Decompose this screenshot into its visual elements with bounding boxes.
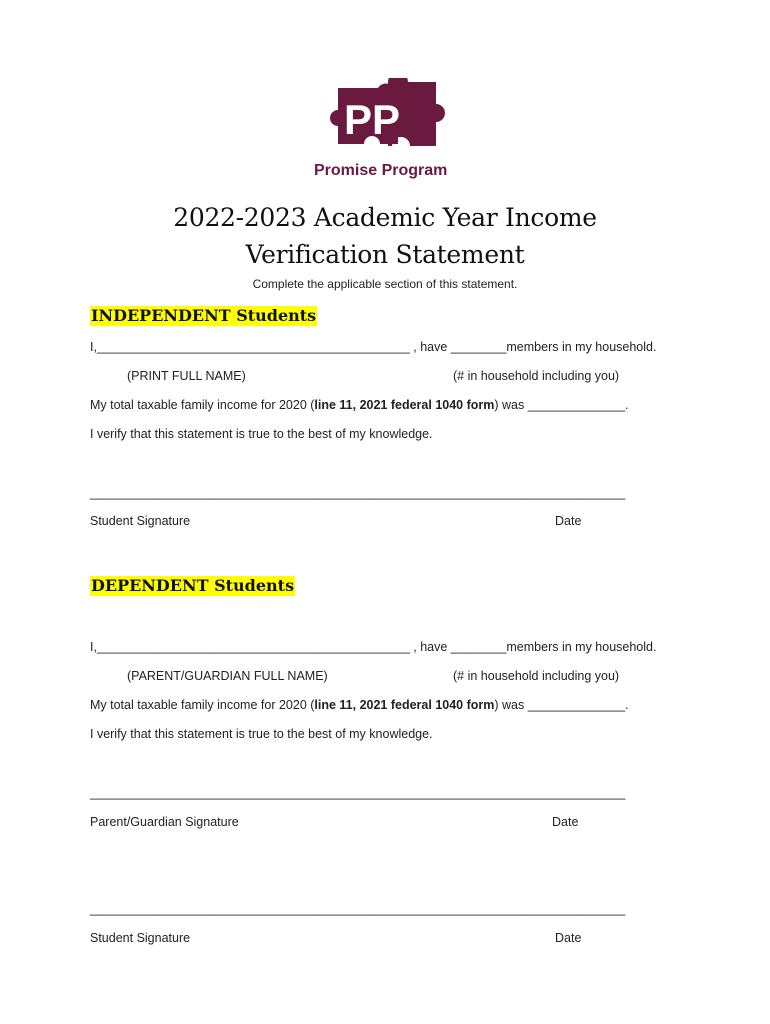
page-subtitle: Complete the applicable section of this statement. bbox=[252, 277, 518, 291]
dependent-name-line: I,_____________________________________________ , have ________members in my household. bbox=[90, 640, 657, 654]
dependent-verify-text: I verify that this statement is true to the best of my knowledge. bbox=[90, 727, 433, 741]
dependent-income-line bbox=[90, 698, 629, 712]
parent-signature-label: Parent/Guardian Signature bbox=[90, 815, 239, 829]
income-text-prefix: My total taxable family income for 2020 ( bbox=[90, 398, 315, 412]
income-text-bold: line 11, 2021 federal 1040 form bbox=[314, 398, 495, 412]
parent-signature-line: _____________________________________________________________________________ bbox=[90, 786, 626, 800]
independent-name-caption: (PRINT FULL NAME) bbox=[127, 369, 246, 383]
independent-household-caption: (# in household including you) bbox=[453, 369, 620, 383]
page-title-line-1: 2022-2023 Academic Year Income bbox=[173, 203, 597, 232]
independent-verify-text: I verify that this statement is true to the best of my knowledge. bbox=[90, 427, 433, 441]
student-date-label: Date bbox=[555, 931, 582, 945]
income-text-suffix: ) was ______________. bbox=[494, 398, 629, 412]
independent-signature-label: Student Signature bbox=[90, 514, 191, 528]
student-signature-line: _____________________________________________________________________________ bbox=[90, 902, 626, 916]
logo-program-name: Promise Program bbox=[314, 162, 448, 179]
income-text-bold: line 11, 2021 federal 1040 form bbox=[314, 698, 495, 712]
dependent-name-caption: (PARENT/GUARDIAN FULL NAME) bbox=[127, 669, 328, 683]
dependent-household-caption: (# in household including you) bbox=[453, 669, 620, 683]
independent-name-line: I,_____________________________________________ , have ________members in my household. bbox=[90, 340, 657, 354]
income-text-suffix: ) was ______________. bbox=[494, 698, 629, 712]
independent-section-heading: INDEPENDENT Students bbox=[91, 306, 317, 325]
independent-income-line bbox=[90, 398, 629, 412]
independent-signature-line: _____________________________________________________________________________ bbox=[90, 486, 626, 500]
page-title-line-2: Verification Statement bbox=[245, 240, 525, 269]
parent-date-label: Date bbox=[552, 815, 579, 829]
income-text-prefix: My total taxable family income for 2020 ( bbox=[90, 698, 315, 712]
svg-text:PP: PP bbox=[344, 96, 401, 143]
dependent-section-heading: DEPENDENT Students bbox=[91, 576, 295, 595]
student-signature-label: Student Signature bbox=[90, 931, 191, 945]
promise-program-logo bbox=[300, 78, 470, 188]
independent-date-label: Date bbox=[555, 514, 582, 528]
